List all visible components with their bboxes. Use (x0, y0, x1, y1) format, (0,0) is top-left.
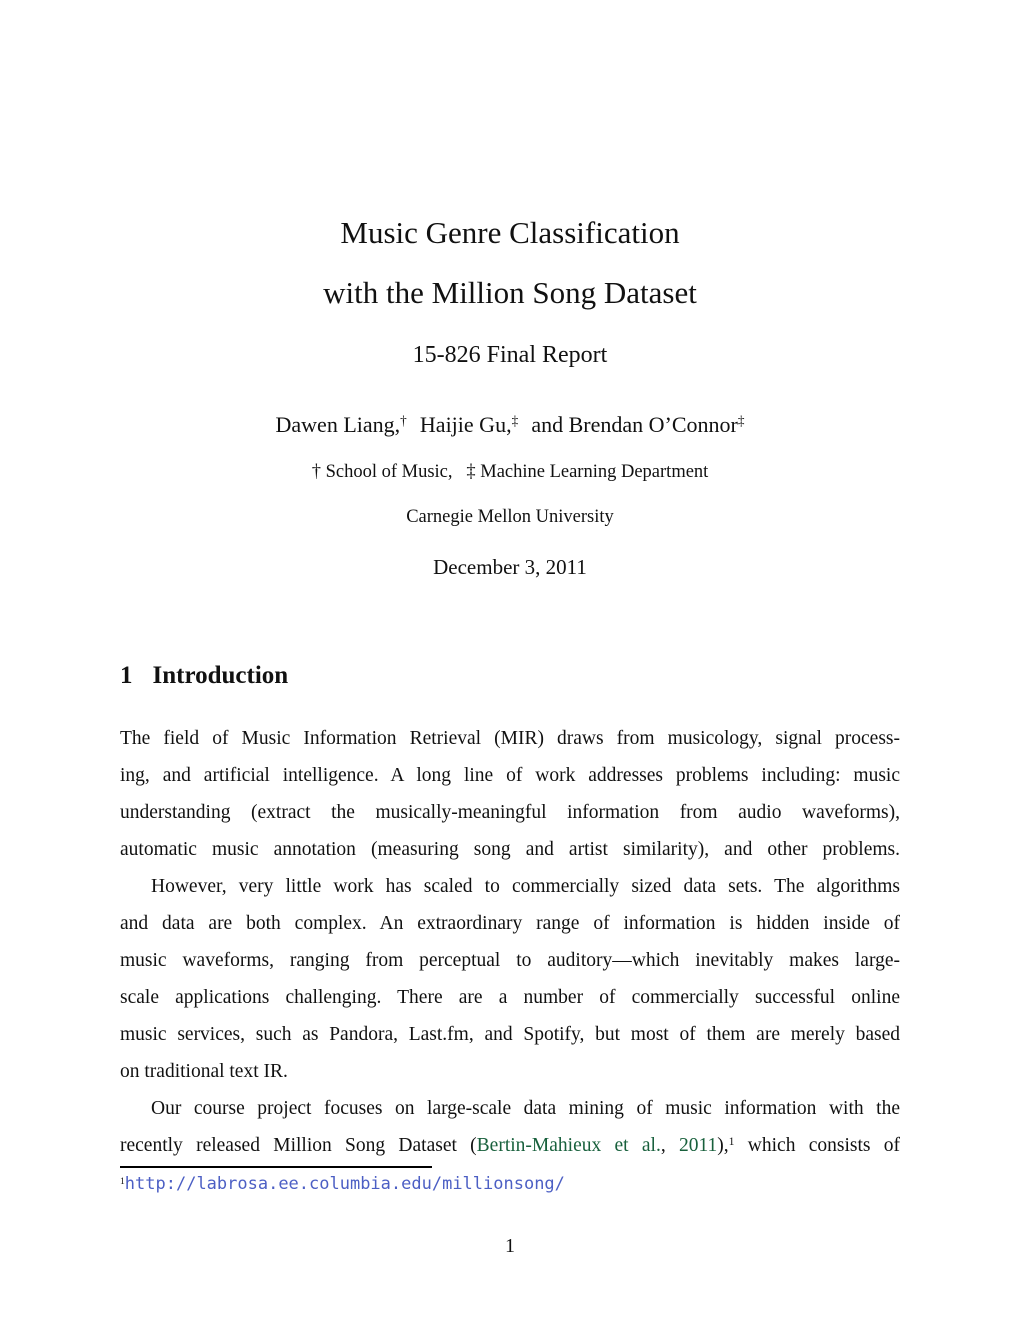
author-2-footnote-mark: ‡ (511, 413, 519, 429)
footnote-divider (120, 1166, 432, 1168)
body-text-line: ing, and artificial intelligence. A long line of work addresses problems including: music (120, 765, 900, 786)
author-1-name: Dawen Liang, (275, 412, 401, 437)
body-text-line: music waveforms, ranging from perceptual to auditory—which inevitably makes large- (120, 950, 900, 971)
section-heading (120, 658, 900, 694)
author-3-footnote-mark: ‡ (737, 413, 745, 429)
citation-year-link[interactable]: 2011 (679, 1135, 718, 1156)
body-text (120, 720, 900, 1164)
author-2-name: Haijie Gu, (419, 412, 512, 437)
body-text-line: However, very little work has scaled to commercially sized data sets. The algorithms (151, 876, 900, 897)
affiliation-line: † School of Music, ‡ Machine Learning Department (311, 462, 709, 482)
section-title: Introduction (152, 662, 289, 689)
report-subtitle: 15-826 Final Report (412, 342, 608, 368)
author-2 (420, 412, 518, 437)
body-text-line: scale applications challenging. There are a number of commercially successful online (120, 987, 900, 1008)
page-number: 1 (505, 1235, 515, 1257)
university-line: Carnegie Mellon University (406, 507, 614, 527)
authors-line (120, 407, 900, 443)
page-title-line-1: Music Genre Classification (340, 215, 680, 250)
body-text-line: The field of Music Information Retrieval (MIR) draws from musicology, signal process- (120, 728, 900, 749)
footnote-superscript: 1 (728, 1135, 735, 1149)
citation-separator: , (660, 1135, 679, 1156)
section-number: 1 (120, 662, 133, 689)
citation-pre-text: recently released Million Song Dataset ( (120, 1135, 477, 1156)
body-text-line: music services, such as Pandora, Last.fm, and Spotify, but most of them are merely based (120, 1024, 900, 1045)
date-line: December 3, 2011 (433, 555, 587, 579)
body-text-line: understanding (extract the musically-meaningful information from audio waveforms), (120, 802, 900, 823)
body-text-line-with-citation (120, 1127, 900, 1164)
body-text-line: on traditional text IR. (120, 1061, 288, 1082)
author-1-footnote-mark: † (400, 413, 407, 429)
citation-tail-text: which consists of (734, 1135, 900, 1156)
body-text-line: automatic music annotation (measuring song and artist similarity), and other problems. (120, 839, 900, 860)
citation-link[interactable]: Bertin-Mahieux et al. (476, 1135, 661, 1156)
page-title-line-2: with the Million Song Dataset (323, 275, 697, 310)
title-block (120, 0, 900, 377)
author-3 (531, 412, 744, 437)
author-1 (276, 412, 407, 437)
citation-post-text: ), (717, 1135, 729, 1156)
footnote-url-link[interactable]: http://labrosa.ee.columbia.edu/millionsong/ (124, 1174, 565, 1194)
body-text-line: and data are both complex. An extraordinary range of information is hidden inside of (120, 913, 900, 934)
body-text-line: Our course project focuses on large-scale data mining of music information with the (151, 1098, 900, 1119)
author-3-name: and Brendan O’Connor (531, 412, 738, 437)
footnote (120, 1172, 900, 1197)
footnote-mark: 1 (120, 1176, 125, 1188)
